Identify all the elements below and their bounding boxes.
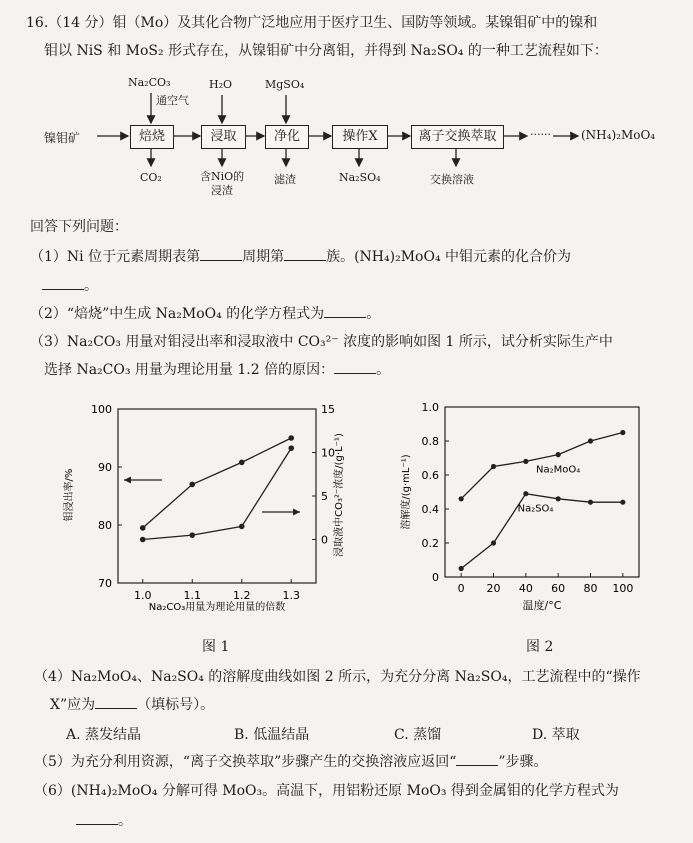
fig1-xlabel: Na₂CO₃用量为理论用量的倍数	[148, 602, 286, 613]
fig2-series-1-point	[556, 452, 561, 457]
q2-end: 。	[366, 306, 381, 322]
fig1-series-1-point	[239, 460, 245, 466]
flow-step-purify: 净化	[265, 125, 309, 149]
fig2-y-tick-label: 0.8	[421, 435, 439, 448]
q4-option-c: C. 蒸馏	[394, 727, 442, 743]
flow-step-leach: 浸取	[201, 125, 246, 149]
fig2-series-2-point	[556, 496, 561, 501]
q2-line	[30, 303, 380, 323]
q1-line-2	[42, 275, 98, 295]
flow-input-na2co3: Na₂CO₃	[128, 76, 171, 89]
fig2-series-2-point	[459, 566, 464, 571]
q1-blank-period	[200, 248, 242, 261]
flow-ellipsis: ······	[530, 128, 551, 141]
fig1-y-tick-label: 100	[91, 403, 112, 416]
fig2-series-label-1: Na₂MoO₄	[536, 464, 581, 476]
fig1-y2-tick-label: 0	[321, 533, 328, 547]
figure-2-chart	[395, 395, 655, 625]
fig1-series-1-point	[288, 435, 294, 441]
q3-text: 选择 Na₂CO₃ 用量为理论用量 1.2 倍的原因：	[44, 362, 335, 378]
q5-text: （5）为充分利用资源，“离子交换萃取”步骤产生的交换溶液应返回“	[34, 754, 457, 770]
fig1-y2-tick-label: 10	[321, 446, 335, 460]
fig2-x-tick-label: 60	[551, 582, 566, 595]
fig2-y-tick-label: 0.2	[421, 537, 439, 550]
fig1-y-tick-label: 90	[98, 461, 112, 474]
flow-input-mgso4: MgSO₄	[265, 78, 305, 91]
fig2-plot-frame	[445, 407, 639, 577]
q3-blank	[334, 361, 376, 374]
flow-output-exchange-solution: 交换溶液	[430, 173, 474, 186]
q6-end: 。	[118, 813, 132, 829]
flow-step-operation-x: 操作X	[332, 125, 388, 149]
fig1-ylabel: 钼浸出率/%	[64, 468, 75, 522]
flow-output-co2: CO₂	[140, 171, 162, 184]
q3-end: 。	[376, 362, 391, 378]
fig2-y-tick-label: 1.0	[421, 401, 439, 414]
flow-step-roast: 焙烧	[130, 125, 174, 149]
fig1-y2-tick-label: 5	[321, 490, 328, 503]
q1-line	[30, 246, 571, 266]
q4-line-1: （4）Na₂MoO₄、Na₂SO₄ 的溶解度曲线如图 2 所示，为充分分离 Na₂SO₄，工艺流程中的“操作	[34, 669, 641, 685]
fig1-right-arrowhead	[293, 509, 300, 516]
fig1-x-tick-label: 1.3	[282, 589, 300, 602]
fig2-series-1-point	[620, 430, 625, 435]
fig2-series-1-point	[523, 459, 528, 464]
fig2-ylabel: 溶解度/(g·mL⁻¹)	[401, 454, 412, 530]
fig2-series-2-point	[588, 500, 593, 505]
fig2-series-label-2: Na₂SO₄	[517, 503, 554, 515]
q5-line	[34, 751, 548, 771]
question-line-1: 16.（14 分）钼（Mo）及其化合物广泛地应用于医疗卫生、国防等领域。某镍钼矿中的镍和	[26, 15, 598, 31]
fig2-x-tick-label: 100	[612, 582, 634, 595]
q4-blank	[95, 696, 137, 709]
q3-line-2	[44, 359, 390, 379]
flow-start-label: 镍钼矿	[44, 131, 81, 145]
answer-prompt: 回答下列问题：	[30, 219, 128, 235]
q4-option-b: B. 低温结晶	[234, 727, 310, 743]
fig1-left-arrowhead	[124, 477, 131, 484]
q6-line-1: （6）(NH₄)₂MoO₄ 分解可得 MoO₃。高温下，用铝粉还原 MoO₃ 得到金属钼的化学方程式为	[34, 783, 619, 799]
q1-text-3: 族。(NH₄)₂MoO₄ 中钼元素的化合价为	[326, 249, 572, 265]
fig1-series-line-2	[143, 448, 292, 539]
fig1-plot-frame	[118, 409, 316, 583]
figure-1-chart	[50, 395, 350, 625]
flow-output-filter-residue: 滤渣	[274, 173, 296, 186]
fig2-series-1-point	[459, 496, 464, 501]
flow-output-nio: 含NiO的	[200, 170, 245, 183]
q1-text-2: 周期第	[242, 249, 285, 265]
fig2-series-2-point	[491, 540, 496, 545]
q1-text-1: （1）Ni 位于元素周期表第	[30, 249, 201, 265]
flow-step-ion-exchange: 离子交换萃取	[411, 125, 504, 149]
fig1-series-1-point	[140, 525, 146, 531]
q2-blank	[324, 305, 366, 318]
q4-option-d: D. 萃取	[532, 727, 580, 743]
flow-output-residue: 浸渣	[211, 184, 233, 197]
q1-blank-group	[284, 248, 326, 261]
fig1-x-tick-label: 1.0	[134, 589, 152, 602]
fig1-y-tick-label: 70	[98, 577, 112, 590]
flow-output-na2so4: Na₂SO₄	[339, 171, 381, 184]
q2-text: （2）“焙烧”中生成 Na₂MoO₄ 的化学方程式为	[30, 306, 325, 322]
fig1-series-2-point	[288, 445, 294, 451]
fig2-series-1-point	[491, 464, 496, 469]
q4-text-b: （填标号）。	[137, 697, 215, 713]
fig2-x-tick-label: 40	[518, 582, 533, 595]
fig2-series-1-point	[588, 438, 593, 443]
flow-input-h2o: H₂O	[209, 78, 233, 91]
fig1-y-tick-label: 80	[98, 519, 112, 532]
fig2-y-tick-label: 0.6	[421, 469, 439, 482]
fig1-series-1-point	[189, 482, 195, 488]
figure-1-caption: 图 1	[202, 639, 230, 655]
q1-blank-valence	[42, 277, 84, 290]
q4-text-a: X”应为	[50, 697, 96, 713]
fig2-y-tick-label: 0	[432, 571, 439, 584]
flow-end-product: (NH₄)₂MoO₄	[581, 128, 656, 142]
fig1-y2-tick-label: 15	[321, 403, 335, 416]
fig2-series-2-point	[620, 500, 625, 505]
q4-line-2	[50, 694, 214, 714]
fig1-series-2-point	[189, 532, 195, 538]
q6-blank	[76, 812, 118, 825]
q5-end: ”步骤。	[498, 754, 548, 770]
fig2-x-tick-label: 0	[457, 582, 465, 595]
q1-end: 。	[84, 278, 98, 294]
fig2-y-tick-label: 0.4	[421, 503, 439, 516]
fig1-series-2-point	[239, 524, 245, 530]
question-line-2: 钼以 NiS 和 MoS₂ 形式存在，从镍钼矿中分离钼，并得到 Na₂SO₄ 的一种工艺流程如下：	[44, 43, 608, 59]
fig2-xlabel: 温度/°C	[522, 599, 562, 612]
fig1-y2label: 浸取液中CO₃²⁻浓度/(g·L⁻¹)	[334, 433, 345, 557]
flow-input-air: 通空气	[156, 94, 189, 107]
q6-line-2	[76, 810, 132, 830]
fig1-x-tick-label: 1.1	[183, 589, 201, 602]
fig2-x-tick-label: 80	[583, 582, 598, 595]
q4-option-a: A. 蒸发结晶	[66, 727, 142, 743]
fig1-x-tick-label: 1.2	[233, 589, 251, 602]
fig1-series-2-point	[140, 537, 146, 543]
fig2-x-tick-label: 20	[486, 582, 501, 595]
figure-2-caption: 图 2	[526, 639, 554, 655]
q5-blank	[456, 753, 498, 766]
q3-line-1: （3）Na₂CO₃ 用量对钼浸出率和浸取液中 CO₃²⁻ 浓度的影响如图 1 所示，试分析实际生产中	[30, 334, 613, 350]
fig2-series-2-point	[523, 491, 528, 496]
